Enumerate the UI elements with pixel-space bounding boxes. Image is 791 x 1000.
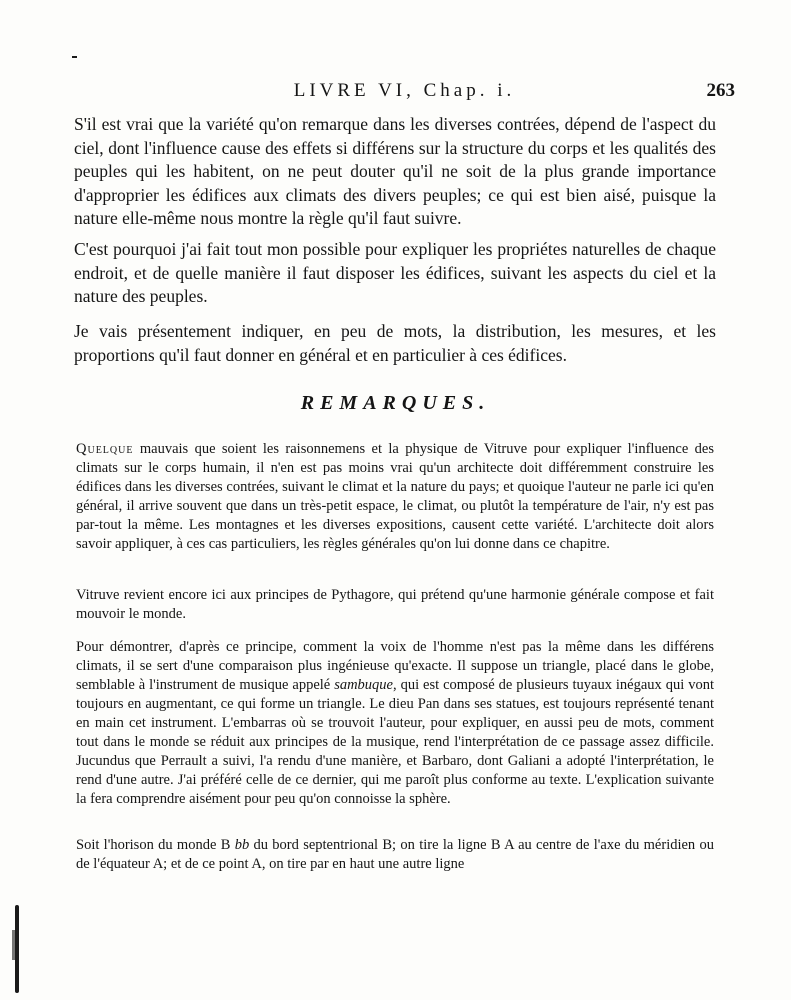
- main-paragraph-3: Je vais présentement indiquer, en peu de mots, la distribution, les mesures, et les proportions qu'il faut donner en général et en particulier à ces édifices.: [74, 321, 716, 365]
- remark-paragraph-3: [76, 638, 714, 809]
- sambuque-term: sambuque: [334, 677, 393, 693]
- binding-edge-mark-2: [12, 930, 15, 960]
- remark-lead-word: Quelque: [76, 441, 134, 457]
- running-title: LIVRE VI, Chap. i.: [293, 80, 516, 101]
- remarks-heading: REMARQUES.: [300, 392, 491, 414]
- binding-edge-mark: [15, 905, 19, 993]
- remark-paragraph-4: [76, 836, 714, 874]
- page-number: 263: [706, 80, 735, 101]
- bb-term: bb: [234, 837, 250, 853]
- remark-paragraph-4-text-a: Soit l'horison du monde B: [76, 837, 235, 853]
- main-paragraph-2: C'est pourquoi j'ai fait tout mon possible pour expliquer les propriétes naturelles de chaque endroit, et de quelle manière il faut disposer les édifices, suivant les aspects du ciel et la nature des peuples.: [74, 239, 716, 306]
- running-head: [74, 80, 735, 108]
- page-speck: [72, 56, 77, 58]
- remark-paragraph-4-text-b: du bord septentrional B; on tire la ligne B A au centre de l'axe du méridien ou de l'équateur A; et de ce point A, on tire par en haut une autre ligne: [76, 837, 714, 872]
- remark-paragraph-1: [76, 440, 714, 554]
- remark-paragraph-1-text: mauvais que soient les raisonnemens et la physique de Vitruve pour expliquer l'influence des climats sur le corps humain, il n'en est pas moins vrai qu'un architecte doit différemment construire les édifices dans les diverses contrées, suivant le climat et la nature du pays; et quoique l'auteur ne parle ici qu'en général, il arrive souvent que dans un très-petit espace, le climat, ou plutôt la température de l'air, n'y est pas par-tout la même. Les montagnes et les diverses expositions, causent cette variété. L'architecte doit alors savoir appliquer, à ces cas particuliers, les règles générales qu'on lui donne dans ce chapitre.: [76, 441, 714, 552]
- remark-paragraph-2: Vitruve revient encore ici aux principes de Pythagore, qui prétend qu'une harmonie générale compose et fait mouvoir le monde.: [76, 587, 714, 622]
- remark-paragraph-3-text-a: Pour démontrer, d'après ce principe, comment la voix de l'homme n'est pas la même dans les différens climats, il se sert d'une comparaison plus ingénieuse qu'exacte. Il suppose un triangle, placé dans le globe, semblable à l'instrument de musique appelé: [76, 639, 714, 693]
- remark-paragraph-3-text-b: , qui est composé de plusieurs tuyaux inégaux qui vont toujours en augmentant, ce qui forme un triangle. Le dieu Pan dans ses statues, est toujours représenté tenant en main cet instrument. L'embarras où se trouvoit l'auteur, pour expliquer, en aussi peu de mots, comment tout dans le monde se réduit aux principes de la musique, rend l'interprétation de ce passage assez difficile. Jucundus que Perrault a suivi, l'a rendu d'une manière, et Barbaro, dont Galiani a adopté l'interprétation, le rend d'une autre. J'ai préféré celle de ce dernier, qui me paroît plus conforme au texte. L'explication suivante la fera comprendre aisément pour peu qu'on connoisse la sphère.: [76, 677, 714, 807]
- main-paragraph-1: S'il est vrai que la variété qu'on remarque dans les diverses contrées, dépend de l'aspect du ciel, dont l'influence cause des effets si différens sur la structure du corps et les qualités des peuples qui les habitent, on ne peut douter qu'il ne soit de la plus grande importance d'approprier les édifices aux climats des divers peuples; ce qui est bien aisé, puisque la nature elle-même nous montre la règle qu'il faut suivre.: [74, 114, 716, 228]
